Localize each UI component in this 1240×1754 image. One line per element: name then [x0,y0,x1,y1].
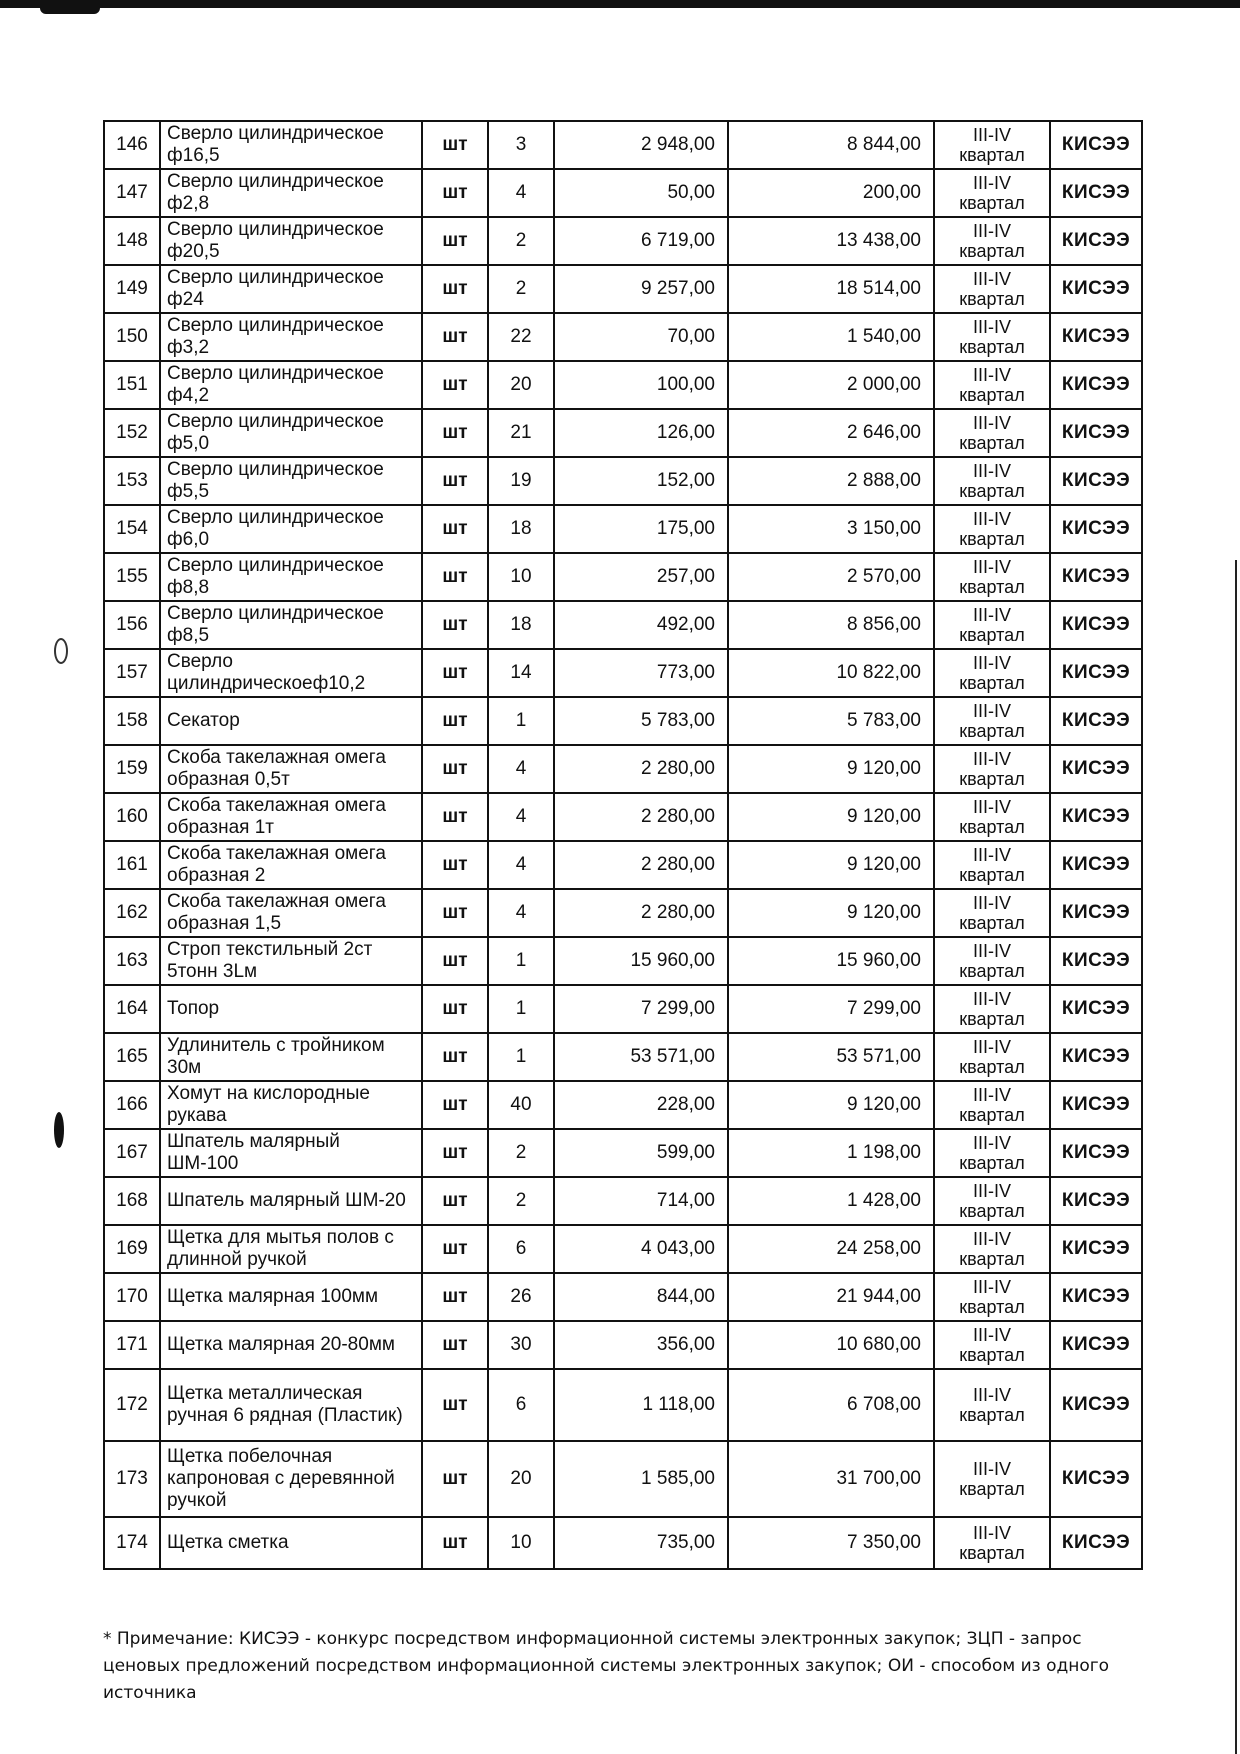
item-procurement-method: КИСЭЭ [1050,553,1142,601]
item-quantity: 2 [488,1129,554,1177]
table-row [104,841,1142,889]
item-procurement-method: КИСЭЭ [1050,1441,1142,1517]
item-name: Щетка малярная 100мм [160,1273,422,1321]
table-body [104,121,1142,1569]
table-row [104,1369,1142,1441]
item-name: Строп текстильный 2ст 5тонн 3Lм [160,937,422,985]
item-quantity: 26 [488,1273,554,1321]
item-procurement-method: КИСЭЭ [1050,1033,1142,1081]
table-row [104,793,1142,841]
item-quantity: 20 [488,1441,554,1517]
item-unit: шт [422,1225,488,1273]
item-quantity: 1 [488,1033,554,1081]
table-row [104,745,1142,793]
item-quantity: 1 [488,985,554,1033]
item-procurement-method: КИСЭЭ [1050,121,1142,169]
item-period: III-IV квартал [934,601,1050,649]
item-name: Шпатель малярный ШМ-100 [160,1129,422,1177]
item-unit: шт [422,697,488,745]
item-unit: шт [422,1033,488,1081]
item-name: Щетка побелочная капроновая с деревянной ручкой [160,1441,422,1517]
item-total: 13 438,00 [728,217,934,265]
item-total: 18 514,00 [728,265,934,313]
item-unit: шт [422,217,488,265]
item-name: Сверло цилиндрическое ф8,5 [160,601,422,649]
item-unit-price: 599,00 [554,1129,728,1177]
item-total: 9 120,00 [728,1081,934,1129]
item-period: III-IV квартал [934,889,1050,937]
item-procurement-method: КИСЭЭ [1050,409,1142,457]
item-total: 200,00 [728,169,934,217]
item-procurement-method: КИСЭЭ [1050,1369,1142,1441]
item-procurement-method: КИСЭЭ [1050,697,1142,745]
punch-hole-mark [54,638,68,664]
item-period: III-IV квартал [934,649,1050,697]
item-period: III-IV квартал [934,1033,1050,1081]
item-unit-price: 15 960,00 [554,937,728,985]
item-procurement-method: КИСЭЭ [1050,1081,1142,1129]
row-number: 156 [104,601,160,649]
item-procurement-method: КИСЭЭ [1050,313,1142,361]
item-period: III-IV квартал [934,1517,1050,1569]
item-quantity: 1 [488,697,554,745]
item-total: 8 856,00 [728,601,934,649]
item-period: III-IV квартал [934,553,1050,601]
item-procurement-method: КИСЭЭ [1050,1129,1142,1177]
row-number: 159 [104,745,160,793]
item-unit-price: 492,00 [554,601,728,649]
table-row [104,265,1142,313]
item-name: Скоба такелажная омега образная 2 [160,841,422,889]
item-unit-price: 2 280,00 [554,745,728,793]
item-period: III-IV квартал [934,1441,1050,1517]
item-quantity: 18 [488,601,554,649]
item-unit-price: 773,00 [554,649,728,697]
row-number: 171 [104,1321,160,1369]
item-procurement-method: КИСЭЭ [1050,1321,1142,1369]
row-number: 154 [104,505,160,553]
item-quantity: 6 [488,1225,554,1273]
item-procurement-method: КИСЭЭ [1050,937,1142,985]
item-unit-price: 356,00 [554,1321,728,1369]
item-total: 1 540,00 [728,313,934,361]
table-row [104,1273,1142,1321]
scan-top-edge [0,0,1240,8]
item-period: III-IV квартал [934,697,1050,745]
item-unit-price: 1 118,00 [554,1369,728,1441]
table-row [104,889,1142,937]
item-procurement-method: КИСЭЭ [1050,1517,1142,1569]
item-procurement-method: КИСЭЭ [1050,361,1142,409]
item-total: 2 570,00 [728,553,934,601]
item-name: Сверло цилиндрическое ф5,0 [160,409,422,457]
item-period: III-IV квартал [934,1369,1050,1441]
item-unit: шт [422,841,488,889]
item-quantity: 4 [488,793,554,841]
footnote-note: * Примечание: КИСЭЭ - конкурс посредством информационной системы электронных закупок; ЗЦП - запрос ценовых предложений посредством информационной системы электронных закупок; ОИ - способом из одного источника [103,1629,1110,1703]
item-period: III-IV квартал [934,745,1050,793]
item-procurement-method: КИСЭЭ [1050,793,1142,841]
item-total: 2 888,00 [728,457,934,505]
item-procurement-method: КИСЭЭ [1050,265,1142,313]
table-row [104,601,1142,649]
row-number: 160 [104,793,160,841]
item-quantity: 4 [488,841,554,889]
item-quantity: 21 [488,409,554,457]
item-total: 1 198,00 [728,1129,934,1177]
table-row [104,121,1142,169]
item-total: 7 299,00 [728,985,934,1033]
item-quantity: 4 [488,169,554,217]
item-unit-price: 228,00 [554,1081,728,1129]
item-name: Скоба такелажная омега образная 0,5т [160,745,422,793]
item-total: 31 700,00 [728,1441,934,1517]
item-name: Сверло цилиндрическое ф24 [160,265,422,313]
row-number: 168 [104,1177,160,1225]
item-procurement-method: КИСЭЭ [1050,889,1142,937]
row-number: 146 [104,121,160,169]
item-total: 6 708,00 [728,1369,934,1441]
item-name: Щетка сметка [160,1517,422,1569]
row-number: 172 [104,1369,160,1441]
item-unit-price: 126,00 [554,409,728,457]
item-period: III-IV квартал [934,1321,1050,1369]
item-name: Топор [160,985,422,1033]
item-unit-price: 70,00 [554,313,728,361]
item-procurement-method: КИСЭЭ [1050,505,1142,553]
table-row [104,985,1142,1033]
item-name: Щетка малярная 20-80мм [160,1321,422,1369]
scan-top-edge-mark [40,8,100,14]
item-unit-price: 2 280,00 [554,889,728,937]
item-unit: шт [422,985,488,1033]
item-quantity: 14 [488,649,554,697]
item-period: III-IV квартал [934,793,1050,841]
item-name: Хомут на кислородные рукава [160,1081,422,1129]
item-period: III-IV квартал [934,217,1050,265]
item-name: Сверло цилиндрическое ф3,2 [160,313,422,361]
item-name: Щетка для мытья полов с длинной ручкой [160,1225,422,1273]
item-unit-price: 735,00 [554,1517,728,1569]
item-name: Сверло цилиндрическое ф16,5 [160,121,422,169]
item-unit: шт [422,1081,488,1129]
item-total: 53 571,00 [728,1033,934,1081]
item-period: III-IV квартал [934,265,1050,313]
item-name: Сверло цилиндрическое ф8,8 [160,553,422,601]
item-period: III-IV квартал [934,841,1050,889]
item-procurement-method: КИСЭЭ [1050,985,1142,1033]
item-procurement-method: КИСЭЭ [1050,1225,1142,1273]
table-row [104,457,1142,505]
item-total: 2 000,00 [728,361,934,409]
item-unit: шт [422,1273,488,1321]
item-unit-price: 152,00 [554,457,728,505]
item-quantity: 4 [488,889,554,937]
item-unit: шт [422,361,488,409]
row-number: 166 [104,1081,160,1129]
item-unit: шт [422,1177,488,1225]
table-row [104,937,1142,985]
row-number: 167 [104,1129,160,1177]
table-row [104,1177,1142,1225]
row-number: 153 [104,457,160,505]
item-unit: шт [422,1441,488,1517]
item-name: Сверло цилиндрическое ф6,0 [160,505,422,553]
item-unit: шт [422,457,488,505]
item-total: 7 350,00 [728,1517,934,1569]
item-unit: шт [422,121,488,169]
row-number: 162 [104,889,160,937]
item-unit-price: 175,00 [554,505,728,553]
item-name: Секатор [160,697,422,745]
item-unit-price: 4 043,00 [554,1225,728,1273]
item-quantity: 4 [488,745,554,793]
item-name: Сверло цилиндрическое ф20,5 [160,217,422,265]
item-quantity: 40 [488,1081,554,1129]
item-quantity: 10 [488,553,554,601]
item-unit: шт [422,793,488,841]
item-quantity: 18 [488,505,554,553]
row-number: 152 [104,409,160,457]
item-unit: шт [422,313,488,361]
item-total: 9 120,00 [728,841,934,889]
item-total: 24 258,00 [728,1225,934,1273]
item-unit-price: 1 585,00 [554,1441,728,1517]
item-period: III-IV квартал [934,121,1050,169]
row-number: 158 [104,697,160,745]
punch-hole-mark [54,1112,64,1148]
item-period: III-IV квартал [934,361,1050,409]
table-row [104,409,1142,457]
item-procurement-method: КИСЭЭ [1050,601,1142,649]
item-total: 1 428,00 [728,1177,934,1225]
item-name: Скоба такелажная омега образная 1,5 [160,889,422,937]
table-row [104,217,1142,265]
row-number: 170 [104,1273,160,1321]
row-number: 149 [104,265,160,313]
item-total: 15 960,00 [728,937,934,985]
item-period: III-IV квартал [934,1273,1050,1321]
item-period: III-IV квартал [934,1225,1050,1273]
procurement-items-table [103,120,1143,1570]
table-row [104,1129,1142,1177]
item-quantity: 6 [488,1369,554,1441]
item-unit: шт [422,409,488,457]
table-row [104,697,1142,745]
item-total: 3 150,00 [728,505,934,553]
item-unit-price: 2 280,00 [554,841,728,889]
row-number: 164 [104,985,160,1033]
item-unit-price: 7 299,00 [554,985,728,1033]
table-row [104,505,1142,553]
item-period: III-IV квартал [934,1081,1050,1129]
item-name: Удлинитель с тройником 30м [160,1033,422,1081]
item-unit-price: 6 719,00 [554,217,728,265]
item-unit-price: 257,00 [554,553,728,601]
item-period: III-IV квартал [934,505,1050,553]
item-procurement-method: КИСЭЭ [1050,217,1142,265]
item-quantity: 1 [488,937,554,985]
item-total: 5 783,00 [728,697,934,745]
item-quantity: 3 [488,121,554,169]
item-name: Сверло цилиндрическое ф4,2 [160,361,422,409]
item-unit-price: 714,00 [554,1177,728,1225]
item-procurement-method: КИСЭЭ [1050,457,1142,505]
item-period: III-IV квартал [934,937,1050,985]
item-name: Сверло цилиндрическое ф2,8 [160,169,422,217]
scan-right-edge [1235,560,1237,1754]
item-unit-price: 844,00 [554,1273,728,1321]
row-number: 173 [104,1441,160,1517]
item-total: 10 680,00 [728,1321,934,1369]
item-unit: шт [422,937,488,985]
item-period: III-IV квартал [934,409,1050,457]
table-row [104,169,1142,217]
item-quantity: 22 [488,313,554,361]
item-unit: шт [422,601,488,649]
item-unit: шт [422,1129,488,1177]
item-total: 9 120,00 [728,793,934,841]
table-row [104,1225,1142,1273]
item-procurement-method: КИСЭЭ [1050,649,1142,697]
item-total: 9 120,00 [728,745,934,793]
item-total: 9 120,00 [728,889,934,937]
row-number: 148 [104,217,160,265]
item-unit-price: 53 571,00 [554,1033,728,1081]
row-number: 147 [104,169,160,217]
item-quantity: 2 [488,1177,554,1225]
item-quantity: 2 [488,217,554,265]
item-unit: шт [422,649,488,697]
item-unit: шт [422,745,488,793]
item-total: 21 944,00 [728,1273,934,1321]
item-unit: шт [422,553,488,601]
item-period: III-IV квартал [934,985,1050,1033]
item-total: 10 822,00 [728,649,934,697]
table-row [104,1081,1142,1129]
table-row [104,313,1142,361]
item-total: 2 646,00 [728,409,934,457]
item-period: III-IV квартал [934,1177,1050,1225]
item-name: Щетка металлическая ручная 6 рядная (Пластик) [160,1369,422,1441]
item-unit: шт [422,889,488,937]
table-row [104,553,1142,601]
row-number: 155 [104,553,160,601]
table-row [104,1441,1142,1517]
item-unit-price: 5 783,00 [554,697,728,745]
item-procurement-method: КИСЭЭ [1050,841,1142,889]
row-number: 150 [104,313,160,361]
item-procurement-method: КИСЭЭ [1050,1273,1142,1321]
item-unit: шт [422,1517,488,1569]
item-period: III-IV квартал [934,313,1050,361]
table-row [104,1321,1142,1369]
item-quantity: 2 [488,265,554,313]
item-period: III-IV квартал [934,169,1050,217]
row-number: 169 [104,1225,160,1273]
row-number: 151 [104,361,160,409]
item-unit-price: 2 948,00 [554,121,728,169]
table-row [104,1033,1142,1081]
item-procurement-method: КИСЭЭ [1050,745,1142,793]
row-number: 174 [104,1517,160,1569]
item-unit: шт [422,505,488,553]
item-name: Шпатель малярный ШМ-20 [160,1177,422,1225]
table-row [104,1517,1142,1569]
item-unit-price: 50,00 [554,169,728,217]
item-quantity: 30 [488,1321,554,1369]
item-procurement-method: КИСЭЭ [1050,1177,1142,1225]
item-quantity: 10 [488,1517,554,1569]
item-unit-price: 9 257,00 [554,265,728,313]
row-number: 157 [104,649,160,697]
item-unit: шт [422,1369,488,1441]
row-number: 161 [104,841,160,889]
item-quantity: 20 [488,361,554,409]
item-total: 8 844,00 [728,121,934,169]
item-unit-price: 2 280,00 [554,793,728,841]
item-unit: шт [422,169,488,217]
item-name: Сверло цилиндрическоеф10,2 [160,649,422,697]
item-period: III-IV квартал [934,1129,1050,1177]
item-unit: шт [422,1321,488,1369]
item-quantity: 19 [488,457,554,505]
table-row [104,649,1142,697]
row-number: 165 [104,1033,160,1081]
item-name: Сверло цилиндрическое ф5,5 [160,457,422,505]
table-row [104,361,1142,409]
item-unit: шт [422,265,488,313]
item-period: III-IV квартал [934,457,1050,505]
item-unit-price: 100,00 [554,361,728,409]
item-name: Скоба такелажная омега образная 1т [160,793,422,841]
row-number: 163 [104,937,160,985]
item-procurement-method: КИСЭЭ [1050,169,1142,217]
